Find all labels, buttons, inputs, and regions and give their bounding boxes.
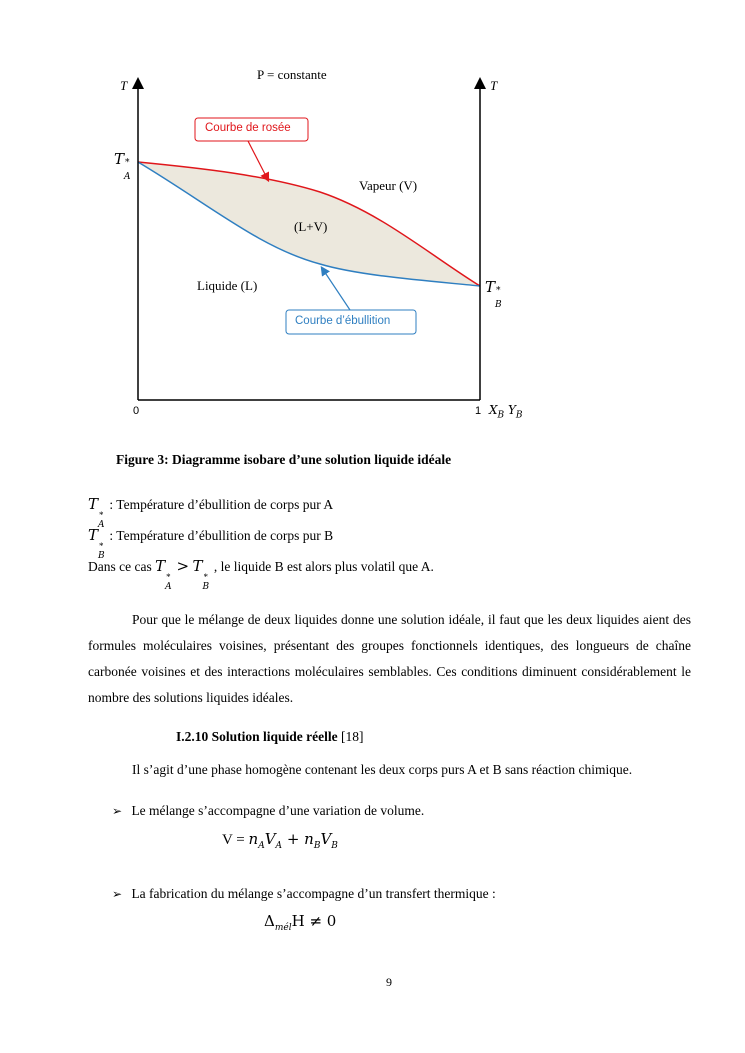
page-number: 9 xyxy=(386,975,392,989)
tb-definition: T * B : Température d’ébullition de corps pur B xyxy=(88,526,334,561)
figure-caption: Figure 3: Diagramme isobare d’une solution liquide idéale xyxy=(116,452,452,467)
section-heading: I.2.10 Solution liquide réelle [18] xyxy=(176,729,364,744)
end-tick-label: 1 xyxy=(475,405,482,417)
heat-transfer-bullet: ➢ La fabrication du mélange s’accompagne d’un transfert thermique : xyxy=(112,886,496,901)
liquid-region-label: Liquide (L) xyxy=(197,278,258,293)
bullet-arrow-icon: ➢ xyxy=(112,887,123,901)
x-axis-label: $X_B$ $Y_B$ xyxy=(489,403,523,421)
pressure-label: P = constante xyxy=(257,67,327,82)
boiling-callout-arrow xyxy=(322,268,350,310)
ta-definition: T * A : Température d’ébullition de corps pur A xyxy=(88,495,334,530)
left-axis-label: T xyxy=(120,78,128,93)
two-phase-region-label: (L+V) xyxy=(294,219,328,234)
ta-label: T * A xyxy=(114,150,131,182)
volatility-statement: Dans ce cas T * A > T * B , le liquide B est alors plus volatil que A. xyxy=(88,557,434,592)
vapour-region-label: Vapeur (V) xyxy=(359,178,418,193)
volume-bullet: ➢ Le mélange s’accompagne d’une variation de volume. xyxy=(112,803,425,818)
right-axis-label: T xyxy=(490,78,498,93)
isobaric-phase-diagram xyxy=(0,0,745,440)
real-solution-paragraph: Il s’agit d’une phase homogène contenant les deux corps purs A et B sans réaction chimique. xyxy=(132,762,633,777)
dew-curve-label: Courbe de rosée xyxy=(205,122,291,134)
ideal-solution-paragraph: Pour que le mélange de deux liquides donne une solution idéale, il faut que les deux liquides aient des formules moléculaires voisines, présentant des groupes fonctionnels identiques, des longueurs de chaîne carbonée voisines et des interactions moléculaires semblables. Ces conditions diminuent considérablement le nombre des solutions liquides idéales. xyxy=(88,612,691,705)
tb-label: T * B xyxy=(485,278,502,310)
boiling-curve-label: Courbe d’ébullition xyxy=(295,315,391,327)
enthalpy-formula: $\Delta_{mél}H \ne 0$ xyxy=(264,912,337,933)
dew-callout-arrow xyxy=(248,141,268,180)
bullet-arrow-icon: ➢ xyxy=(112,804,123,818)
volume-formula: $V = n_AV_A + n_BV_B$ xyxy=(222,830,338,851)
origin-tick-label: 0 xyxy=(133,405,140,417)
